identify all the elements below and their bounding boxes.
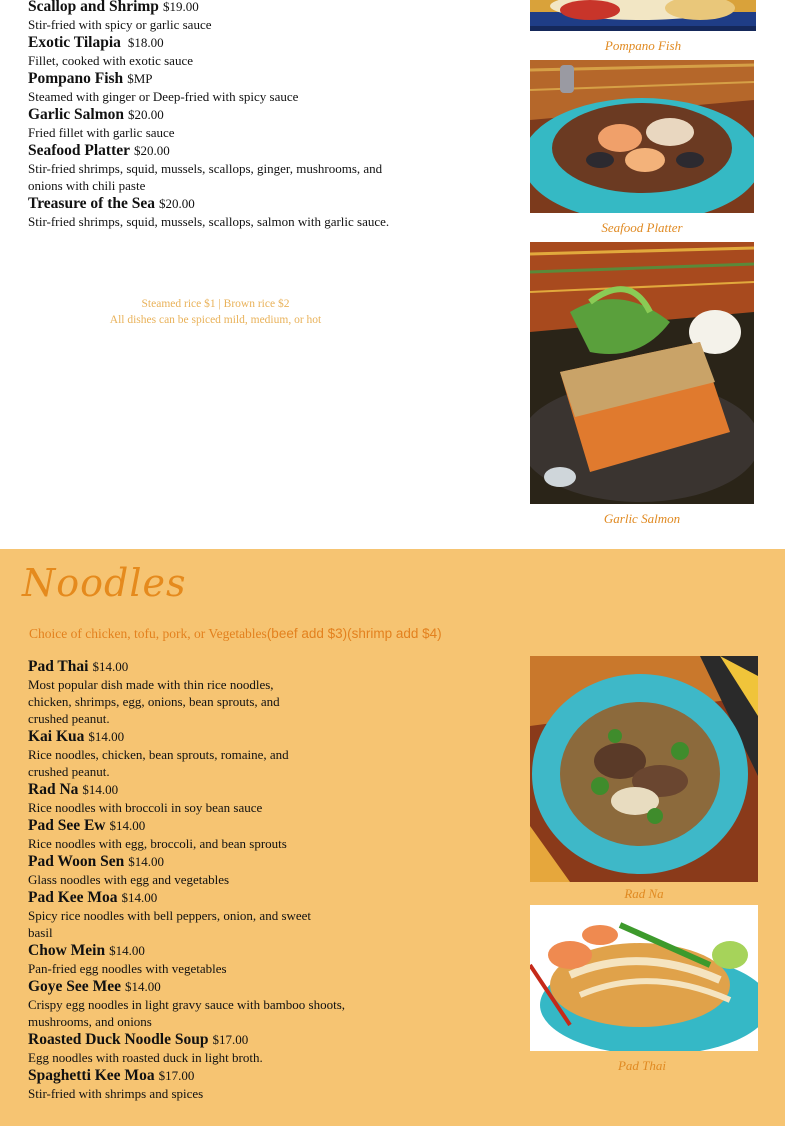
- item-price: $MP: [127, 71, 153, 86]
- item-desc: Stir-fried with spicy or garlic sauce: [28, 17, 212, 32]
- item-name: Scallop and Shrimp: [28, 0, 159, 15]
- item-desc: Stir-fried shrimps, squid, mussels, scallops, ginger, mushrooms, and onions with chili paste: [28, 161, 383, 193]
- menu-item: [28, 105, 398, 141]
- item-name: Pompano Fish: [28, 70, 124, 87]
- item-name: Seafood Platter: [28, 142, 131, 159]
- pad-thai-caption: Pad Thai: [617, 1058, 667, 1073]
- item-desc: Spicy rice noodles with bell peppers, onion, and sweet basil: [28, 908, 312, 940]
- item-name: Spaghetti Kee Moa: [28, 1067, 155, 1084]
- item-name: Pad See Ew: [28, 817, 106, 834]
- pad-thai-photo: [530, 905, 758, 1051]
- menu-item: [28, 0, 398, 33]
- seafood-platter-photo: [530, 60, 754, 213]
- item-price: $14.00: [82, 782, 119, 797]
- item-price: $20.00: [134, 143, 170, 158]
- item-desc: Stir-fried with shrimps and spices: [28, 1086, 204, 1101]
- rad-na-caption: Rad Na: [624, 886, 664, 901]
- menu-item: [28, 657, 318, 727]
- seafood-platter-caption: Seafood Platter: [601, 220, 683, 235]
- item-desc: Stir-fried shrimps, squid, mussels, scallops, salmon with garlic sauce.: [28, 214, 390, 229]
- item-price: $17.00: [212, 1032, 249, 1047]
- pompano-fish-photo: [530, 0, 756, 31]
- item-price: $14.00: [109, 943, 145, 958]
- rice-note: Steamed rice $1 | Brown rice $2: [141, 298, 290, 310]
- garlic-salmon-photo: [530, 242, 754, 504]
- protein-choice-text: Choice of chicken, tofu, pork, or Vegetables: [29, 626, 267, 641]
- item-name: Treasure of the Sea: [28, 195, 155, 212]
- rice-spice-note: [28, 296, 403, 328]
- item-desc: Most popular dish made with thin rice noodles, chicken, shrimps, egg, onions, bean sprouts, and crushed peanut.: [28, 677, 280, 726]
- item-price: $20.00: [159, 196, 195, 211]
- item-price: $20.00: [128, 107, 164, 122]
- item-name: Pad Woon Sen: [28, 853, 125, 870]
- garlic-salmon-caption: Garlic Salmon: [603, 511, 681, 526]
- item-name: Kai Kua: [28, 728, 85, 745]
- menu-item: [28, 888, 318, 941]
- item-price: $14.00: [121, 890, 158, 905]
- menu-item: [28, 141, 398, 194]
- spice-note: All dishes can be spiced mild, medium, or hot: [109, 314, 322, 326]
- item-name: Rad Na: [28, 781, 79, 798]
- item-price: $17.00: [158, 1068, 195, 1083]
- menu-item: [28, 816, 318, 852]
- menu-item: [28, 727, 318, 780]
- item-price: $19.00: [162, 0, 199, 14]
- item-price: $18.00: [127, 35, 164, 50]
- item-name: Goye See Mee: [28, 978, 121, 995]
- rad-na-photo: [530, 656, 758, 882]
- item-desc: Egg noodles with roasted duck in light broth.: [28, 1050, 263, 1065]
- item-desc: Rice noodles with egg, broccoli, and bean sprouts: [28, 836, 287, 851]
- item-price: $14.00: [92, 659, 129, 674]
- item-price: $14.00: [124, 979, 161, 994]
- menu-item: [28, 941, 318, 977]
- item-desc: Steamed with ginger or Deep-fried with spicy sauce: [28, 89, 299, 104]
- seafood-menu-list: [28, 0, 398, 230]
- pompano-fish-caption: Pompano Fish: [604, 38, 682, 53]
- menu-item: [28, 780, 318, 816]
- noodles-section-title: Noodles: [22, 561, 187, 605]
- menu-item: [28, 852, 318, 888]
- item-desc: Fillet, cooked with exotic sauce: [28, 53, 193, 68]
- item-desc: Fried fillet with garlic sauce: [28, 125, 175, 140]
- item-name: Roasted Duck Noodle Soup: [28, 1031, 209, 1048]
- seafood-section: [0, 0, 785, 549]
- menu-item: [28, 69, 398, 105]
- item-desc: Glass noodles with egg and vegetables: [28, 872, 230, 887]
- menu-item: [28, 1030, 318, 1066]
- menu-item: [28, 1066, 318, 1102]
- item-desc: Rice noodles with broccoli in soy bean sauce: [28, 800, 263, 815]
- item-price: $14.00: [88, 729, 125, 744]
- protein-choice-note: [29, 626, 442, 642]
- menu-item: [28, 194, 398, 230]
- noodles-menu-list: [28, 657, 346, 1102]
- item-price: $14.00: [128, 854, 164, 869]
- item-name: Chow Mein: [28, 942, 106, 959]
- item-name: Pad Kee Moa: [28, 889, 118, 906]
- item-desc: Rice noodles, chicken, bean sprouts, romaine, and crushed peanut.: [28, 747, 289, 779]
- item-desc: Pan-fried egg noodles with vegetables: [28, 961, 227, 976]
- menu-item: [28, 33, 398, 69]
- item-desc: Crispy egg noodles in light gravy sauce with bamboo shoots, mushrooms, and onions: [28, 997, 346, 1029]
- item-name: Exotic Tilapia: [28, 34, 121, 51]
- item-price: $14.00: [109, 818, 146, 833]
- item-name: Garlic Salmon: [28, 106, 125, 123]
- item-name: Pad Thai: [28, 658, 89, 675]
- menu-item: [28, 977, 346, 1030]
- protein-choice-extra: (beef add $3)(shrimp add $4): [266, 626, 442, 641]
